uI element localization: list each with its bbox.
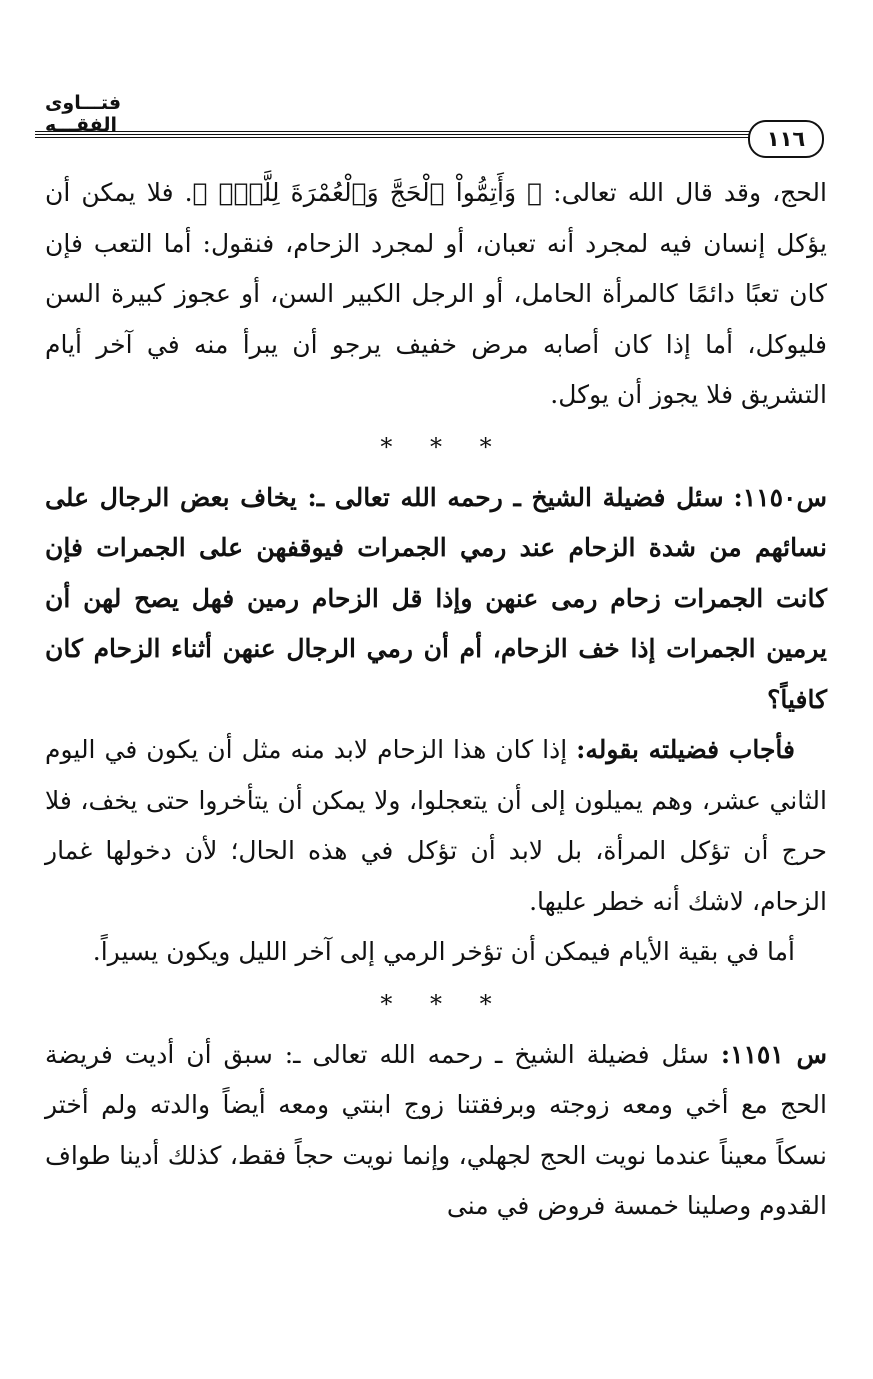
question-1151 [45,1030,827,1232]
answer-1150 [45,725,827,927]
answer-label: فأجاب فضيلته بقوله: [576,735,795,764]
question-text: سئل فضيلة الشيخ ـ رحمه الله تعالى ـ: سبق أن أديت فريضة الحج مع أخي ومعه زوجته وبرفقتنا زوج ابنتي ومعه أيضاً والدته ولم أختر نسكاً معيناً عندما نويت الحج لجهلي، وإنما نويت حجاً فقط، كذلك أدينا طواف القدوم وصلينا خمسة فروض في منى [45,1039,827,1220]
paragraph-continuation: الحج، وقد قال الله تعالى: ﴿ وَأَتِمُّواْ ٱلْحَجَّ وَٱلْعُمْرَةَ لِلَّهِۚ ﴾. فلا يمكن أن يؤكل إنسان فيه لمجرد أنه تعبان، أو لمجرد الزحام، فنقول: أما التعب فإن كان تعبًا دائمًا كالمرأة الحامل، أو الرجل الكبير السن، أو عجوز كبيرة السن فليوكل، أما إذا كان أصابه مرض خفيف يرجو أن يبرأ منه في آخر أيام التشريق فلا يجوز أن يوكل. [45,178,827,409]
header-rule [35,131,750,135]
section-separator: * * * [380,432,492,461]
question-1150 [45,473,827,726]
section-separator: * * * [380,989,492,1018]
body-text [45,168,827,1232]
running-title: فتـــاوى الفقـــه [45,92,122,136]
question-label: س ١١٥١: [720,1039,827,1069]
question-label: س١١٥٠: [733,482,827,512]
page-number: ١١٦ [748,120,824,158]
answer-text: إذا كان هذا الزحام لابد منه مثل أن يكون في اليوم الثاني عشر، وهم يميلون إلى أن يتعجلوا، ولا يمكن أن يتأخروا حتى يخف، فلا حرج أن تؤكل المرأة، بل لابد أن تؤكل في هذه الحال؛ لأن دخولها غمار الزحام، لاشك أنه خطر عليها. [45,735,827,916]
header-rule-thin [35,137,750,138]
question-text: سئل فضيلة الشيخ ـ رحمه الله تعالى ـ: يخاف بعض الرجال على نسائهم من شدة الزحام عند رمي الجمرات فيوقفهن على الجمرات فإن كانت الجمرات زحام رمى عنهن وإذا قل الزحام رمين فهل يصح لهن أن يرمين الجمرات إذا خف الزحام، أم أن رمي الرجال عنهن أثناء الزحام كان كافياً؟ [45,482,827,714]
answer-1150-continued: أما في بقية الأيام فيمكن أن تؤخر الرمي إلى آخر الليل ويكون يسيراً. [92,937,795,966]
